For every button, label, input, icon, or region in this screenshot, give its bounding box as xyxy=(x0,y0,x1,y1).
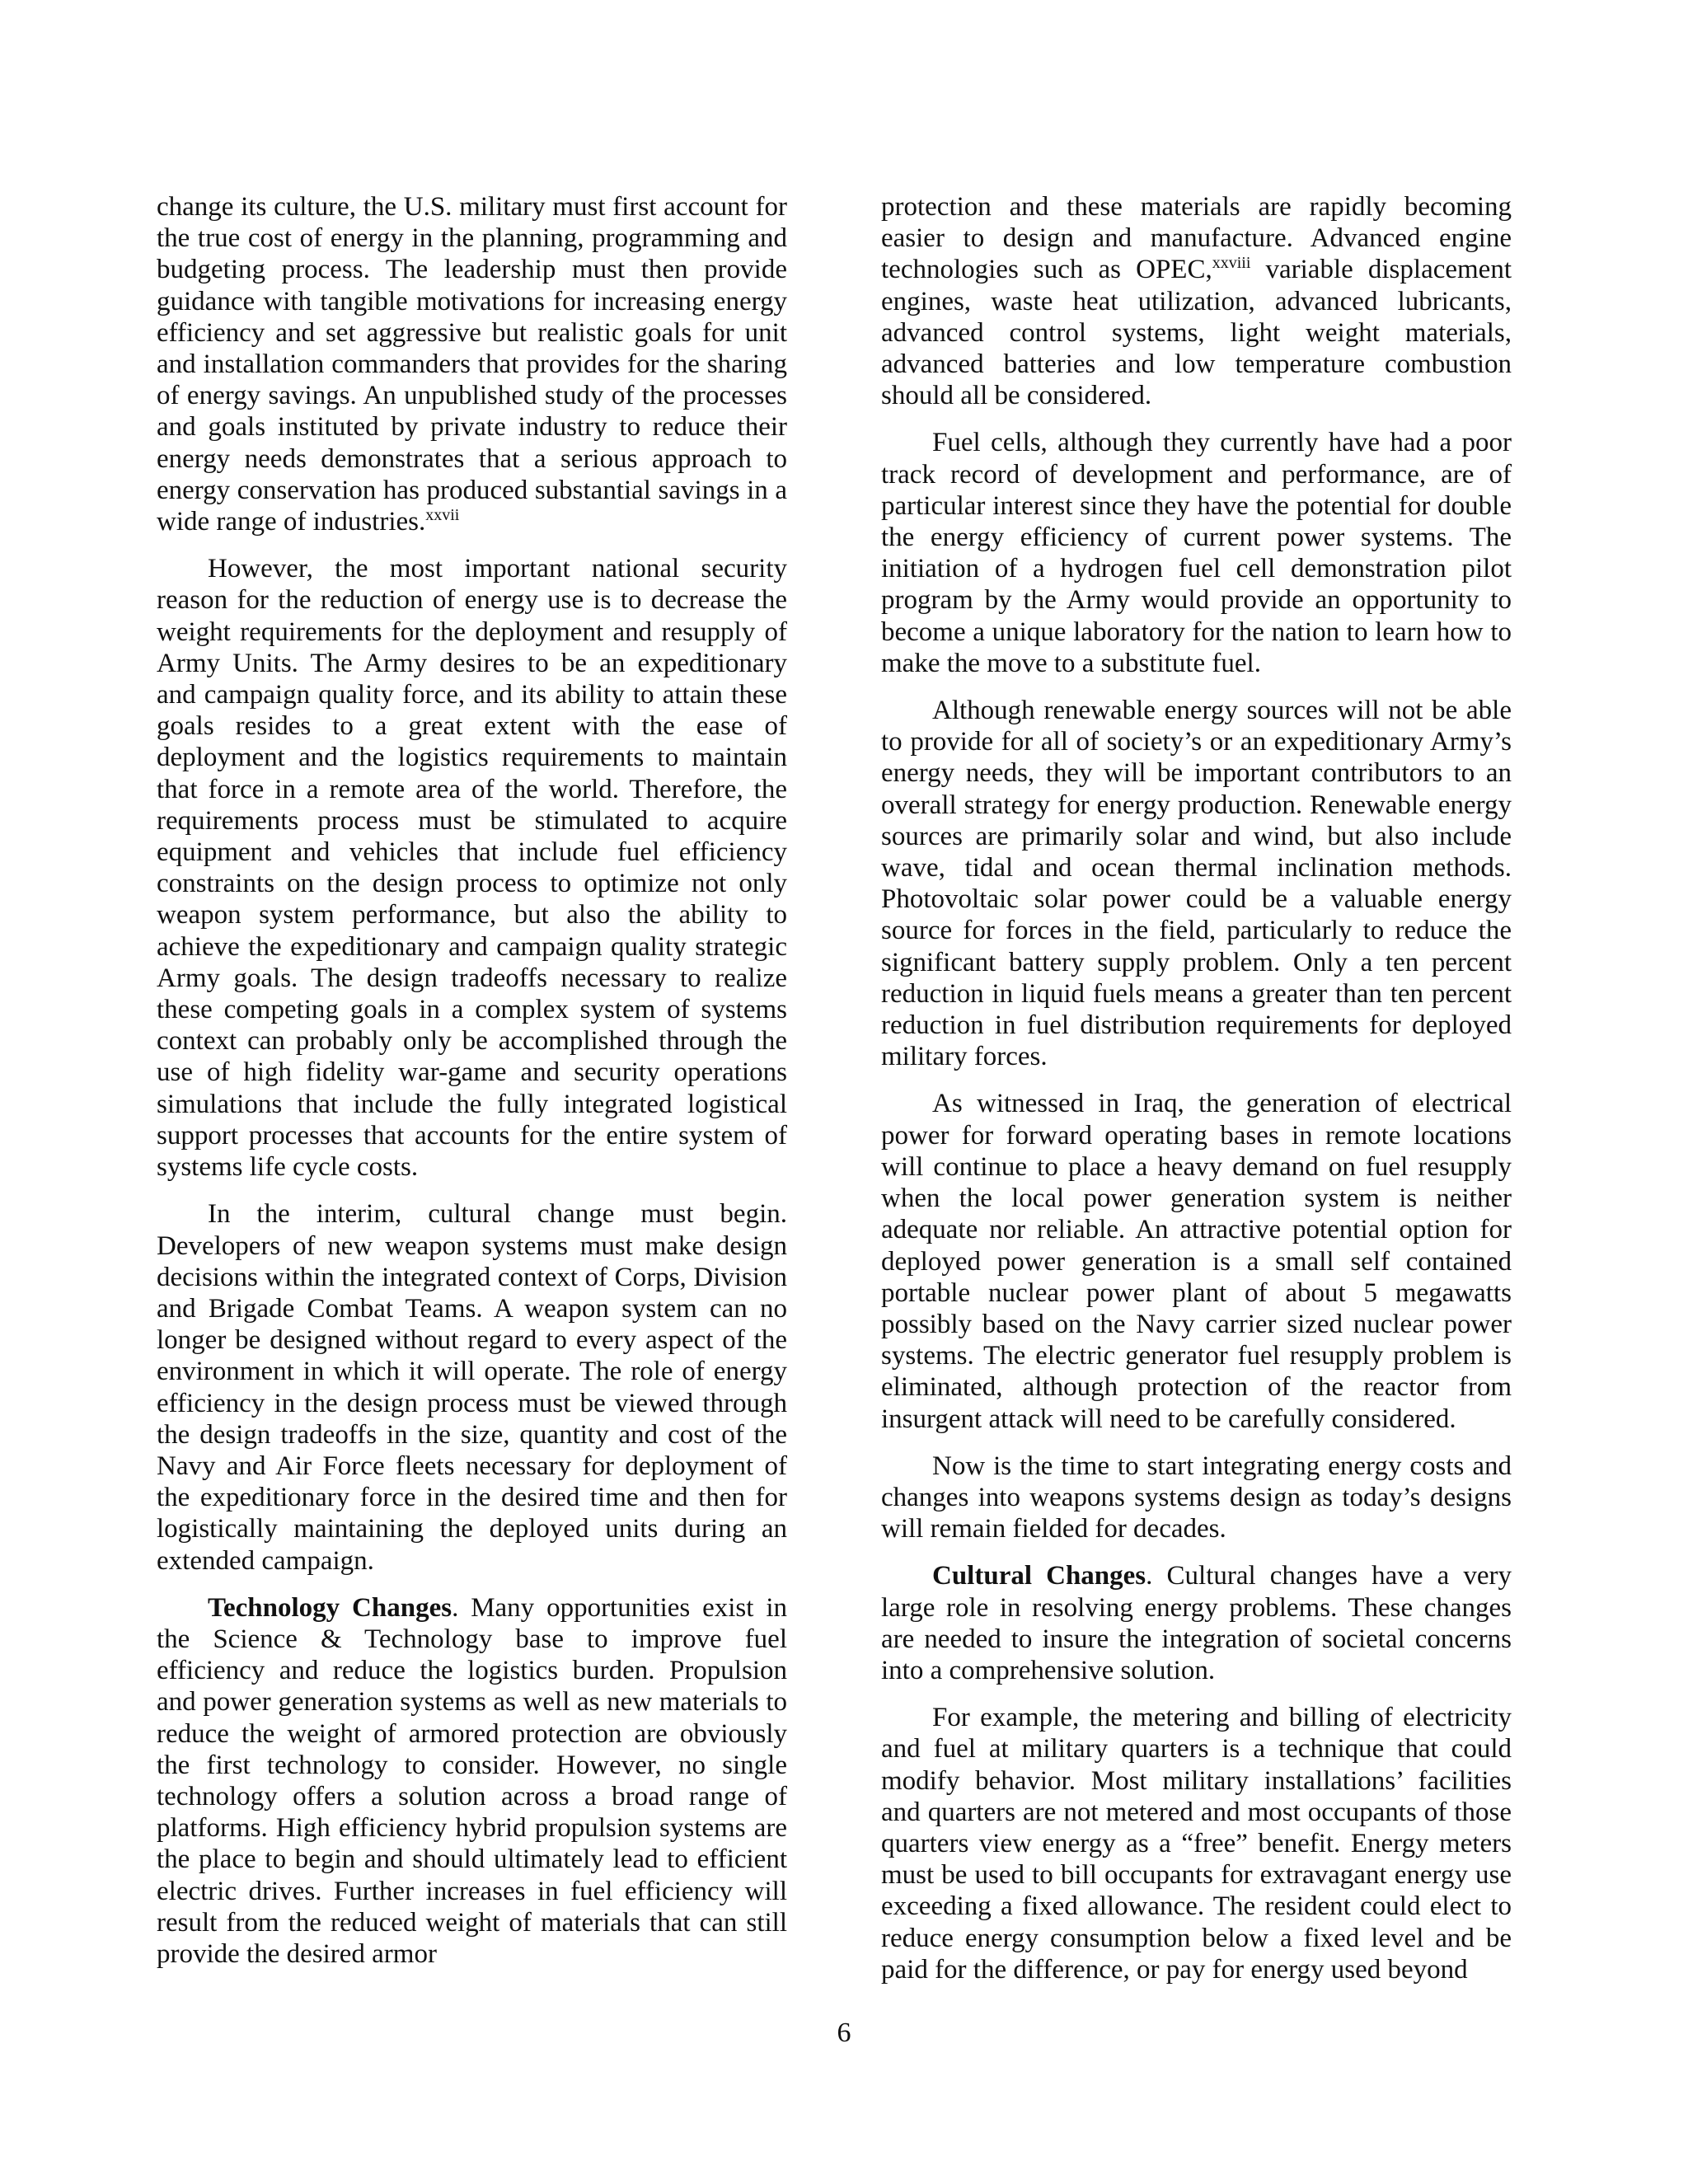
paragraph-text: variable displacement engines, waste heat utilization, advanced lubricants, advanced control systems, light weight materials, advanced batteries and low temperature combustion should all be considered. xyxy=(881,255,1512,411)
paragraph-left-1 xyxy=(157,191,787,537)
paragraph-right-5: Now is the time to start integrating energy costs and changes into weapons systems design as today’s designs will remain fielded for decades. xyxy=(881,1451,1512,1544)
section-heading-technology-changes: Technology Changes xyxy=(208,1592,452,1623)
page-number: 6 xyxy=(837,2018,851,2048)
section-heading-cultural-changes: Cultural Changes xyxy=(932,1561,1146,1591)
paragraph-right-6 xyxy=(881,1560,1512,1686)
left-column xyxy=(157,191,787,1985)
footnote-marker: xxvii xyxy=(425,506,460,525)
paragraph-right-3: Although renewable energy sources will not be able to provide for all of society’s or an expeditionary Army’s energy needs, they will be important contributors to an overall strategy for energy production. Renewable energy sources are primarily solar and wind, but also include wave, tidal and ocean thermal inclination methods. Photovoltaic solar power could be a valuable energy source for forces in the field, particularly to reduce the significant battery supply problem. Only a ten percent reduction in liquid fuels means a greater than ten percent reduction in fuel distribution requirements for deployed military forces. xyxy=(881,696,1512,1072)
paragraph-right-2: Fuel cells, although they currently have had a poor track record of development and performance, are of particular interest since they have the potential for double the energy efficiency of current power systems. The initiation of a hydrogen fuel cell demonstration pilot program by the Army would provide an opportunity to become a unique laboratory for the nation to learn how to make the move to a substitute fuel. xyxy=(881,428,1512,678)
paragraph-text: change its culture, the U.S. military must first account for the true cost of energy in the planning, programming and budgeting process. The leadership must then provide guidance with tangible motivations for increasing energy efficiency and set aggressive but realistic goals for unit and installation commanders that provides for the sharing of energy savings. An unpublished study of the processes and goals instituted by private industry to reduce their energy needs demonstrates that a serious approach to energy conservation has produced substantial savings in a wide range of industries. xyxy=(157,192,787,537)
paragraph-right-4: As witnessed in Iraq, the generation of electrical power for forward operating bases in remote locations will continue to place a heavy demand on fuel resupply when the local power generation system is neither adequate nor reliable. An attractive potential option for deployed power generation is a small self contained portable nuclear power plant of about 5 megawatts possibly based on the Navy carrier sized nuclear power systems. The electric generator fuel resupply problem is eliminated, although protection of the reactor from insurgent attack will need to be carefully considered. xyxy=(881,1089,1512,1434)
footnote-marker: xxviii xyxy=(1212,254,1251,273)
paragraph-text: . Many opportunities exist in the Science & Technology base to improve fuel efficiency and reduce the logistics burden. Propulsion and power generation systems as well as new materials to reduce the weight of armored protection are obviously the first technology to consider. However, no single technology offers a solution across a broad range of platforms. High efficiency hybrid propulsion systems are the place to begin and should ultimately lead to efficient electric drives. Further increases in fuel efficiency will result from the reduced weight of materials that can still provide the desired armor xyxy=(157,1592,787,1969)
paragraph-left-4 xyxy=(157,1592,787,1970)
paragraph-text: . Cultural changes have a very large role in resolving energy problems. These changes are needed to insure the integration of societal concerns into a comprehensive solution. xyxy=(881,1561,1512,1685)
paragraph-text: protection and these materials are rapidly becoming easier to design and manufacture. Advanced engine technologies such as OPEC, xyxy=(881,192,1512,285)
paragraph-left-2: However, the most important national security reason for the reduction of energy use is to decrease the weight requirements for the deployment and resupply of Army Units. The Army desires to be an expeditionary and campaign quality force, and its ability to attain these goals resides to a great extent with the ease of deployment and the logistics requirements to maintain that force in a remote area of the world. Therefore, the requirements process must be stimulated to acquire equipment and vehicles that include fuel efficiency constraints on the design process to optimize not only weapon system performance, but also the ability to achieve the expeditionary and campaign quality strategic Army goals. The design tradeoffs necessary to realize these competing goals in a complex system of systems context can probably only be accomplished through the use of high fidelity war-game and security operations simulations that include the fully integrated logistical support processes that accounts for the entire system of systems life cycle costs. xyxy=(157,554,787,1183)
paragraph-left-3: In the interim, cultural change must begin. Developers of new weapon systems must make design decisions within the integrated context of Corps, Division and Brigade Combat Teams. A weapon system can no longer be designed without regard to every aspect of the environment in which it will operate. The role of energy efficiency in the design process must be viewed through the design tradeoffs in the size, quantity and cost of the Navy and Air Force fleets necessary for deployment of the expeditionary force in the desired time and then for logistically maintaining the deployed units during an extended campaign. xyxy=(157,1199,787,1576)
right-column xyxy=(881,191,1512,2001)
paragraph-right-1 xyxy=(881,191,1512,411)
paragraph-right-7: For example, the metering and billing of electricity and fuel at military quarters is a technique that could modify behavior. Most military installations’ facilities and quarters are not metered and most occupants of those quarters view energy as a “free” benefit. Energy meters must be used to bill occupants for extravagant energy use exceeding a fixed allowance. The resident could elect to reduce energy consumption below a fixed level and be paid for the difference, or pay for energy used beyond xyxy=(881,1703,1512,1985)
